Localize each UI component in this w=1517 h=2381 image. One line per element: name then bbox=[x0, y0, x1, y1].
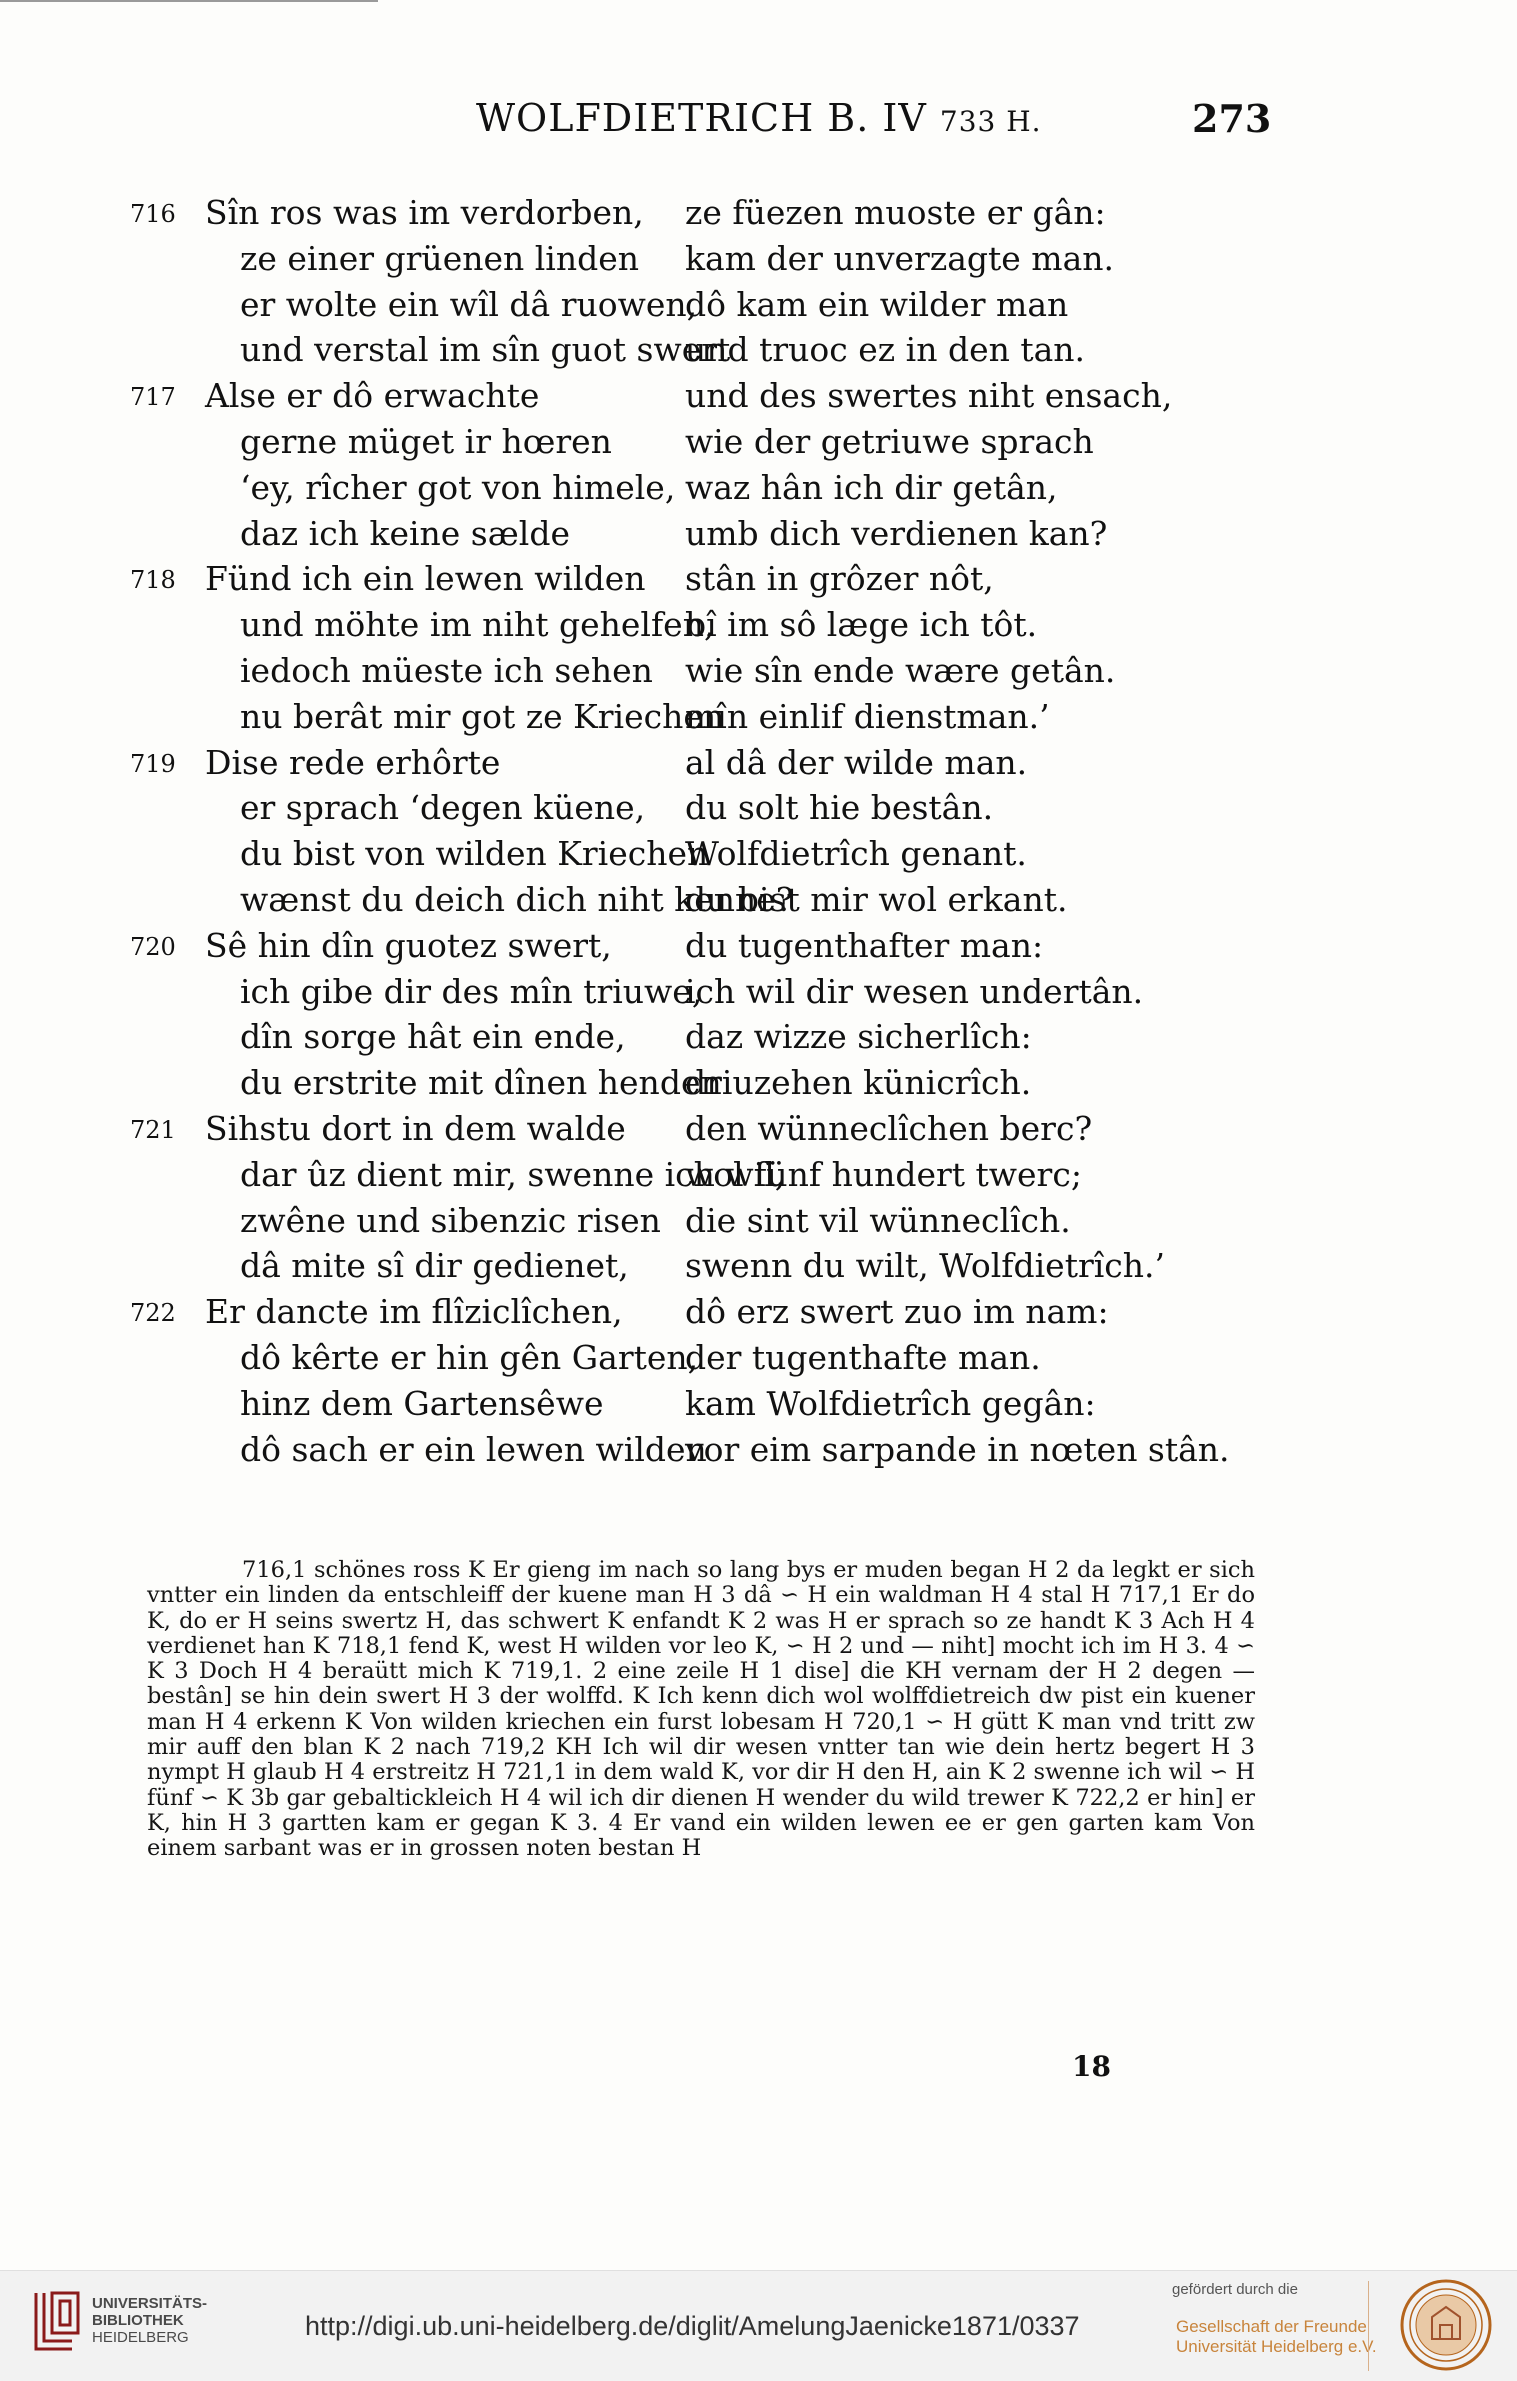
stanza-number: 716 bbox=[130, 200, 176, 228]
first-half-line: Alse er dô erwachte bbox=[205, 376, 540, 416]
first-half-line: ich gibe dir des mîn triuwe, bbox=[240, 971, 703, 1011]
verse-line bbox=[130, 511, 1280, 557]
verse-line bbox=[130, 831, 1280, 877]
first-half-line: dâ mite sî dir gedienet, bbox=[240, 1246, 629, 1286]
second-half-line: waz hân ich dir getân, bbox=[685, 467, 1058, 507]
first-half-line: Fünd ich ein lewen wilden bbox=[205, 559, 646, 599]
verse-line bbox=[130, 1152, 1280, 1198]
university-seal-icon bbox=[1398, 2277, 1494, 2373]
second-half-line: al dâ der wilde man. bbox=[685, 742, 1028, 782]
verse-line bbox=[130, 740, 1280, 786]
second-half-line: dô erz swert zuo im nam: bbox=[685, 1292, 1109, 1332]
verse-line bbox=[130, 1335, 1280, 1381]
second-half-line: ze füezen muoste er gân: bbox=[685, 193, 1106, 232]
first-half-line: Er dancte im flîziclîchen, bbox=[205, 1292, 623, 1332]
verse-line bbox=[130, 1106, 1280, 1152]
second-half-line: du bist mir wol erkant. bbox=[685, 879, 1068, 919]
stanza-number: 722 bbox=[130, 1299, 176, 1328]
first-half-line: er sprach ‘degen küene, bbox=[240, 788, 646, 828]
verse-line bbox=[130, 1060, 1280, 1106]
second-half-line: und truoc ez in den tan. bbox=[685, 330, 1086, 370]
verse-line bbox=[130, 556, 1280, 602]
second-half-line: der tugenthafte man. bbox=[685, 1337, 1041, 1377]
top-rule bbox=[0, 0, 378, 2]
first-half-line: du erstrite mit dînen henden bbox=[240, 1063, 722, 1103]
first-half-line: Dise rede erhôrte bbox=[205, 742, 501, 782]
first-half-line: ze einer grüenen linden bbox=[240, 238, 640, 278]
second-half-line: vor eim sarpande in nœten stân. bbox=[685, 1429, 1230, 1469]
verse-line bbox=[130, 602, 1280, 648]
verse-line bbox=[130, 465, 1280, 511]
first-half-line: zwêne und sibenzic risen bbox=[240, 1200, 661, 1240]
second-half-line: den wünneclîchen berc? bbox=[685, 1108, 1093, 1148]
verse-line bbox=[130, 969, 1280, 1015]
first-half-line: dô kêrte er hin gên Garten, bbox=[240, 1337, 699, 1377]
second-half-line: dô kam ein wilder man bbox=[685, 284, 1069, 324]
verse-line bbox=[130, 648, 1280, 694]
verse-line bbox=[130, 694, 1280, 740]
first-half-line: daz ich keine sælde bbox=[240, 513, 570, 553]
verse-line bbox=[130, 877, 1280, 923]
sponsor-caption: gefördert durch die bbox=[1172, 2281, 1298, 2298]
verse-line bbox=[130, 190, 1280, 236]
library-logo-icon bbox=[26, 2285, 84, 2357]
second-half-line: du solt hie bestân. bbox=[685, 788, 994, 828]
second-half-line: du tugenthafter man: bbox=[685, 925, 1044, 965]
first-half-line: Sihstu dort in dem walde bbox=[205, 1108, 626, 1148]
second-half-line: mîn einlif dienstman.’ bbox=[685, 696, 1050, 736]
second-half-line: und des swertes niht ensach, bbox=[685, 376, 1173, 416]
stanza-number: 721 bbox=[130, 1115, 176, 1144]
stanza-number: 718 bbox=[130, 566, 176, 595]
second-half-line: swenn du wilt, Wolfdietrîch.’ bbox=[685, 1246, 1165, 1286]
first-half-line: dîn sorge hât ein ende, bbox=[240, 1017, 626, 1057]
stanza-number: 720 bbox=[130, 932, 176, 961]
stanza-number: 719 bbox=[130, 749, 176, 778]
verse-line bbox=[130, 1243, 1280, 1289]
library-name: UNIVERSITÄTS- BIBLIOTHEK HEIDELBERG bbox=[92, 2295, 208, 2346]
page-number: 273 bbox=[1192, 96, 1272, 141]
verse-line bbox=[130, 1289, 1280, 1335]
second-half-line: kam Wolfdietrîch gegân: bbox=[685, 1383, 1096, 1423]
running-title: WOLFDIETRICH B. IV 733 H. bbox=[476, 96, 1042, 140]
second-half-line: driuzehen künicrîch. bbox=[685, 1063, 1032, 1103]
verse-line bbox=[130, 1014, 1280, 1060]
verse-count: 733 H. bbox=[939, 105, 1042, 138]
verse-line bbox=[130, 236, 1280, 282]
second-half-line: Wolfdietrîch genant. bbox=[685, 834, 1027, 874]
source-url-link[interactable]: http://digi.ub.uni-heidelberg.de/diglit/AmelungJaenicke1871/0337 bbox=[305, 2311, 1080, 2341]
running-header bbox=[0, 96, 1517, 156]
verse-line bbox=[130, 327, 1280, 373]
verse-line bbox=[130, 1427, 1280, 1473]
first-half-line: dô sach er ein lewen wilden bbox=[240, 1429, 707, 1469]
first-half-line: Sê hin dîn guotez swert, bbox=[205, 925, 612, 965]
verse-block bbox=[130, 190, 1280, 1472]
verse-line bbox=[130, 1381, 1280, 1427]
verse-line bbox=[130, 785, 1280, 831]
footer-bar bbox=[0, 2270, 1517, 2381]
verse-line bbox=[130, 373, 1280, 419]
first-half-line: wænst du deich dich niht kenne? bbox=[240, 879, 794, 919]
first-half-line: dar ûz dient mir, swenne ich wil, bbox=[240, 1154, 786, 1194]
sponsor-divider bbox=[1368, 2281, 1369, 2371]
second-half-line: umb dich verdienen kan? bbox=[685, 513, 1108, 553]
first-half-line: hinz dem Gartensêwe bbox=[240, 1383, 604, 1423]
verse-line bbox=[130, 419, 1280, 465]
first-half-line: nu berât mir got ze Kriechen bbox=[240, 696, 725, 736]
first-half-line: und verstal im sîn guot swert bbox=[240, 330, 731, 370]
sponsor-name: Gesellschaft der Freunde Universität Heidelberg e.V. bbox=[1176, 2317, 1377, 2356]
first-half-line: du bist von wilden Kriechen bbox=[240, 834, 709, 874]
verse-line bbox=[130, 923, 1280, 969]
critical-apparatus bbox=[147, 1558, 1255, 1862]
first-half-line: und möhte im niht gehelfen, bbox=[240, 605, 715, 645]
second-half-line: wie der getriuwe sprach bbox=[685, 421, 1094, 461]
first-half-line: iedoch müeste ich sehen bbox=[240, 650, 653, 690]
second-half-line: wol fünf hundert twerc; bbox=[685, 1154, 1082, 1194]
first-half-line: Sîn ros was im verdorben, bbox=[205, 193, 644, 232]
first-half-line: er wolte ein wîl dâ ruowen, bbox=[240, 284, 698, 324]
second-half-line: ich wil dir wesen undertân. bbox=[685, 971, 1144, 1011]
signature-mark: 18 bbox=[1072, 2050, 1111, 2083]
second-half-line: kam der unverzagte man. bbox=[685, 238, 1114, 278]
second-half-line: bî im sô læge ich tôt. bbox=[685, 605, 1038, 645]
second-half-line: wie sîn ende wære getân. bbox=[685, 650, 1116, 690]
first-half-line: gerne müget ir hœren bbox=[240, 421, 612, 461]
verse-line bbox=[130, 1198, 1280, 1244]
verse-line bbox=[130, 282, 1280, 328]
stanza-number: 717 bbox=[130, 383, 176, 412]
second-half-line: stân in grôzer nôt, bbox=[685, 559, 994, 599]
first-half-line: ‘ey, rîcher got von himele, bbox=[240, 467, 676, 507]
second-half-line: daz wizze sicherlîch: bbox=[685, 1017, 1032, 1057]
apparatus-text: 716,1 schönes ross K Er gieng im nach so lang bys er muden began H 2 da legkt er sich vntter ein linden da entschleiff der kuene man H 3 dâ ∽ H ein waldman H 4 stal H 717,1 Er do K, do er H seins swertz H, das schwert K enfandt K 2 was H er sprach so ze handt K 3 Ach H 4 verdienet han K 718,1 fend K, west H wilden vor leo K, ∽ H 2 und — niht] mocht ich im H 3. 4 ∽ K 3 Doch H 4 beraütt mich K 719,1. 2 eine zeile H 1 dise] die KH vernam der H 2 degen — bestân] se hin dein swert H 3 der wolffd. K Ich kenn dich wol wolffdietreich dw pist ein kuener man H 4 erkenn K Von wilden kriechen ein furst lobesam H 720,1 ∽ H gütt K man vnd tritt zw mir auff den blan K 2 nach 719,2 KH Ich wil dir wesen vntter tan wie dein hertz begert H 3 nympt H glaub H 4 erstreitz H 721,1 in dem wald K, vor dir H den H, ain K 2 swenne ich wil ∽ H fünf ∽ K 3b gar gebaltickleich H 4 wil ich dir dienen H wender du wild trewer K 722,2 er hin] er K, hin H 3 gartten kam er gegan K 3. 4 Er vand ein wilden lewen ee er gen garten kam Von einem sarbant was er in grossen noten bestan H bbox=[147, 1557, 1255, 1862]
second-half-line: die sint vil wünneclîch. bbox=[685, 1200, 1071, 1240]
